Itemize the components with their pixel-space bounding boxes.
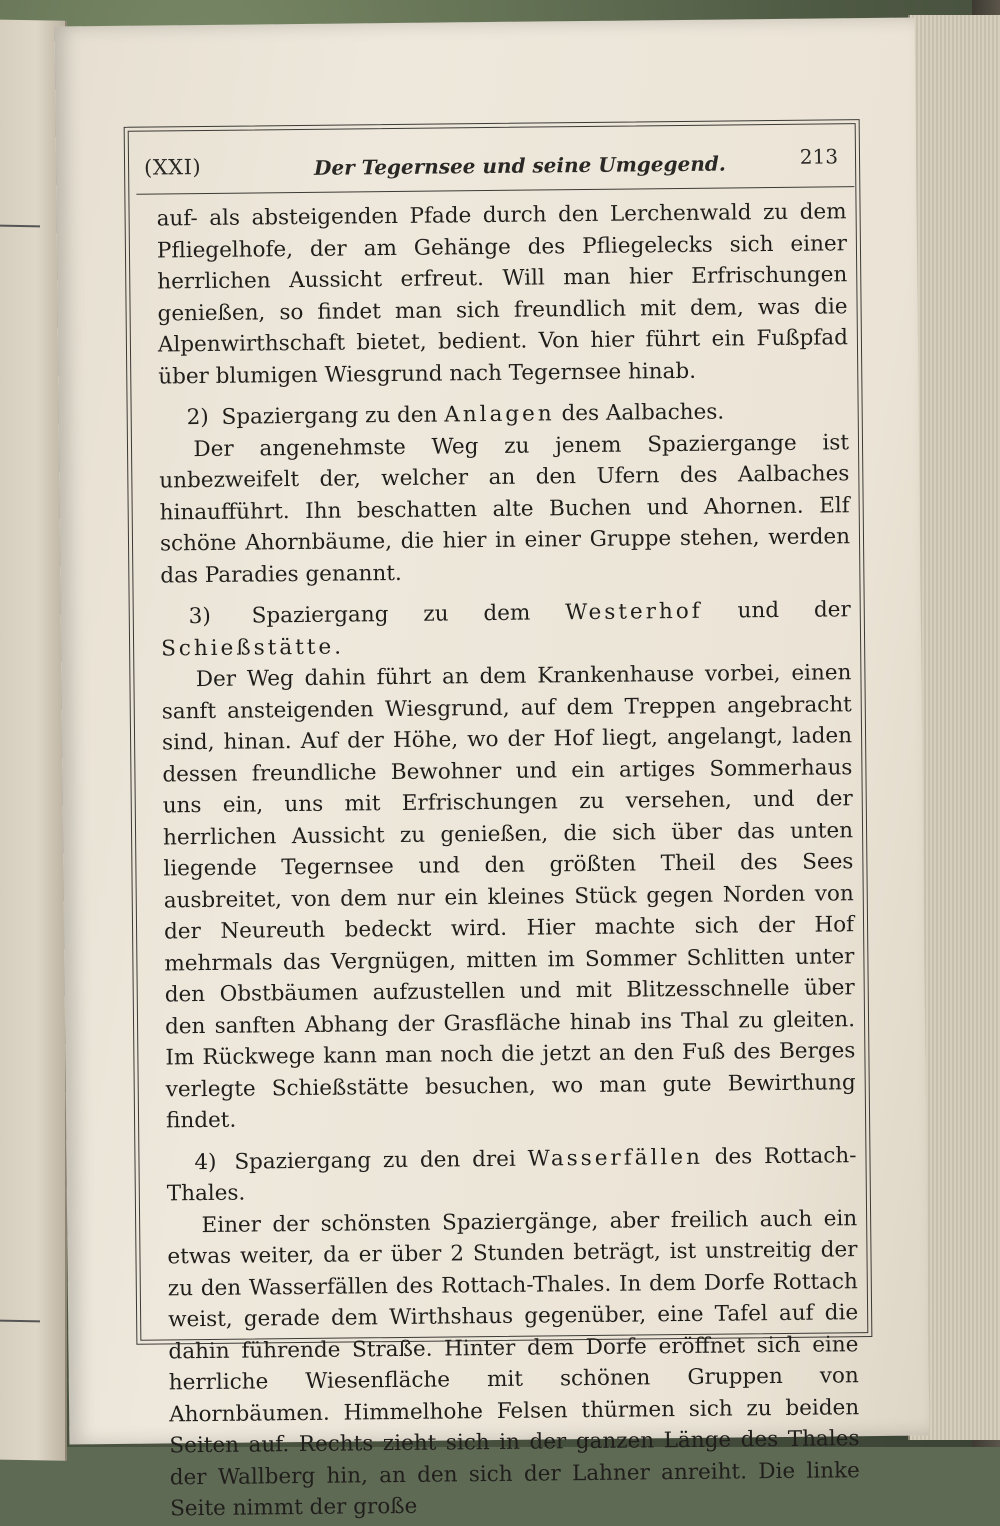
book-page <box>55 18 930 1522</box>
walk-3-heading <box>161 594 852 664</box>
body-text <box>156 196 860 1525</box>
left-page-rule <box>0 224 40 227</box>
walk-3-heading-spaced: Westerhof <box>565 598 703 626</box>
walk-4-heading-spaced: Wasserfällen <box>527 1144 703 1172</box>
left-page-rule <box>0 1319 40 1322</box>
walk-3-heading-spaced-2: Schießstätte. <box>160 634 345 661</box>
walk-3-heading-prefix: Spaziergang zu dem <box>251 600 531 629</box>
running-head <box>144 138 844 185</box>
walk-4-number: 4) <box>194 1149 217 1175</box>
section-mark: (XXI) <box>143 155 202 180</box>
walk-4-paragraph: Einer der schönsten Spaziergänge, aber freilich auch ein etwas weiter, da er über 2 Stunden beträgt, ist unstreitig der zu den Wasserfällen des Rottach-Thales. In dem Dorfe Rottach weist, gerade dem Wirthshaus gegenüber, eine Tafel auf die dahin führende Straße. Hinter dem Dorfe eröffnet sich eine herrliche Wiesenfläche mit schönen Gruppen von Ahornbäumen. Himmelhohe Felsen thürmen sich zu beiden Seiten auf. Rechts zieht sich in der ganzen Länge des Thales der Wallberg hin, an den sich der Lahner anreiht. Die linke Seite nimmt der große <box>167 1205 860 1522</box>
walk-3-number: 3) <box>188 603 211 630</box>
intro-paragraph: auf- als absteigenden Pfade durch den Lerchenwald zu dem Pfliegelhofe, der am Gehänge des Pfliegelecks sich einer herrlichen Aussicht erfreut. Will man hier Erfrischungen genießen, so findet man sich freundlich mit dem, was die Alpenwirthschaft bietet, bedient. Von hier führt ein Fußpfad über blumigen Wiesgrund nach Tegernsee hinab. <box>156 199 849 389</box>
page-number: 213 <box>799 144 839 169</box>
walk-2-heading-prefix: Spaziergang zu den <box>221 402 438 430</box>
walk-2-paragraph: Der angenehmste Weg zu jenem Spaziergange ist unbezweifelt der, welcher an den Ufern des Aalbaches hinaufführt. Ihn beschatten alte Buchen und Ahornen. Elf schöne Ahornbäume, die hier in einer Gruppe stehen, werden das Paradies genannt. <box>159 429 851 588</box>
running-title: Der Tegernsee und seine Umgegend. <box>313 151 726 180</box>
walk-2-heading-suffix: des Aalbaches. <box>561 399 725 427</box>
walk-4-heading-suffix: des Rottach-Thales. <box>166 1142 857 1207</box>
walk-3-paragraph: Der Weg dahin führt an dem Krankenhause vorbei, einen sanft ansteigenden Wiesgrund, auf dem Treppen angebracht sind, hinan. Auf der Höhe, wo der Hof liegt, angelangt, laden dessen freundliche Bewohner und ein artiges Sommerhaus uns ein, uns mit Erfrischungen zu versehen, und der herrlichen Aussicht zu genießen, die sich über das unten liegende Tegernsee und den größten Theil des Sees ausbreitet, von dem nur ein kleines Stück gegen Norden von der Neureuth bedeckt wird. Hier machte sich der Hof mehrmals das Vergnügen, mitten im Sommer Schlitten unter den Obstbäumen aufzustellen und mit Blitzesschnelle über den sanften Abhang der Grasfläche hinab ins Thal zu gleiten. Im Rückwege kann man noch die jetzt an den Fuß des Berges verlegte Schießstätte besuchen, wo man gute Bewirthung findet. <box>161 660 856 1134</box>
walk-3-heading-mid: und der <box>737 597 851 624</box>
walk-4-heading-prefix: Spaziergang zu den drei <box>234 1146 516 1175</box>
walk-4-heading <box>166 1140 857 1210</box>
walk-2-number: 2) <box>186 404 209 431</box>
walk-2-heading-spaced: Anlagen <box>444 401 555 428</box>
